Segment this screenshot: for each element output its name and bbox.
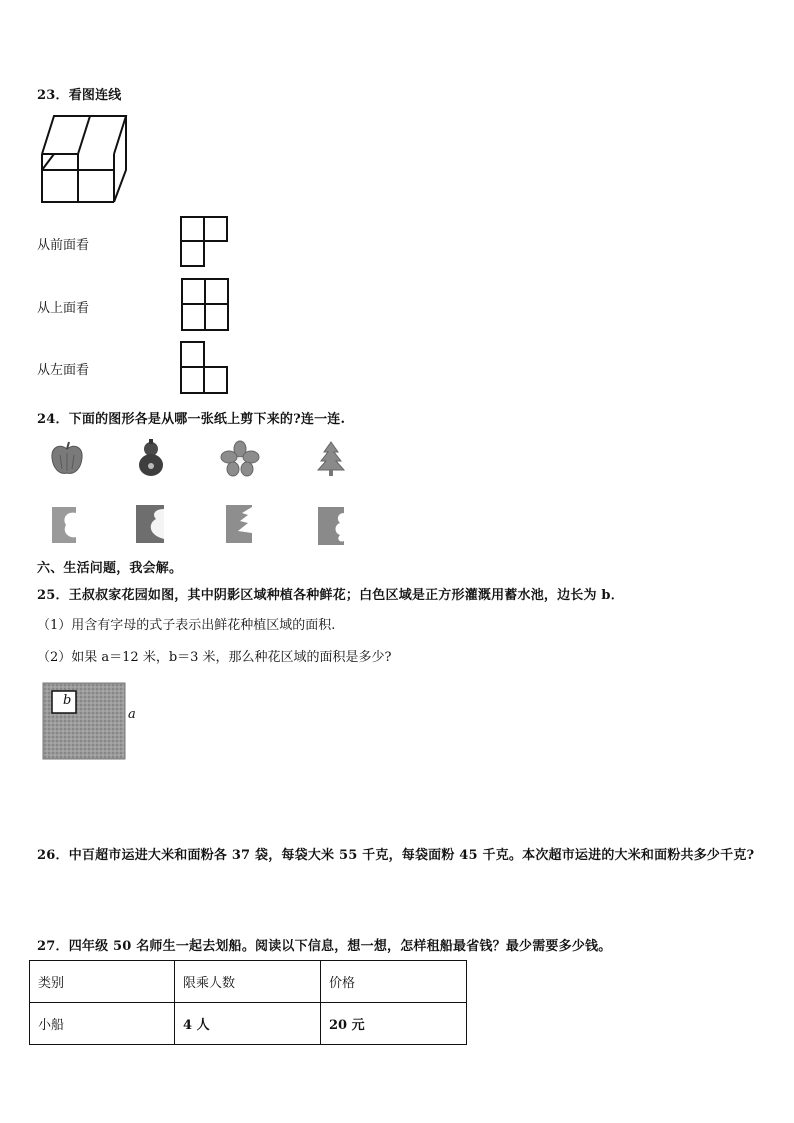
cut-paper-gourd-icon	[134, 503, 168, 545]
q25-sub2: （2）如果 a＝12 米，b＝3 米，那么种花区域的面积是多少?	[37, 650, 392, 665]
boat-table	[29, 960, 467, 1045]
section6-title: 六、生活问题，我会解。	[37, 561, 183, 576]
view-shape-top	[181, 278, 231, 332]
q25-sub1: （1）用含有字母的式子表示出鲜花种植区域的面积.	[37, 618, 336, 633]
flower-shape-icon	[220, 440, 260, 478]
q23-title: 23．看图连线	[37, 88, 122, 103]
view-label-front: 从前面看	[37, 238, 90, 253]
q27-title: 27．四年级 50 名师生一起去划船。阅读以下信息，想一想，怎样租船最省钱？最少需要多少钱。	[37, 939, 612, 954]
table-header-row	[30, 961, 467, 1003]
apple-shape-icon	[50, 441, 84, 477]
gourd-shape-icon	[136, 438, 166, 478]
table-header-cell: 价格	[321, 961, 467, 1003]
table-cell: 小船	[30, 1003, 175, 1045]
table-row	[30, 1003, 467, 1045]
q26-title: 26．中百超市运进大米和面粉各 37 袋，每袋大米 55 千克，每袋面粉 45 千克。本次超市运进的大米和面粉共多少千克?	[37, 848, 755, 863]
garden-label-a: a	[128, 707, 136, 722]
garden-label-b: b	[63, 693, 72, 708]
cut-paper-tree-icon	[224, 503, 256, 545]
table-cell: 20 元	[321, 1003, 467, 1045]
cut-paper-apple-icon	[50, 505, 82, 545]
q24-title: 24．下面的图形各是从哪一张纸上剪下来的?连一连.	[37, 412, 346, 427]
table-header-cell: 类别	[30, 961, 175, 1003]
view-label-top: 从上面看	[37, 301, 90, 316]
view-shape-front	[180, 216, 230, 268]
tree-shape-icon	[316, 440, 346, 478]
cut-paper-flower-icon	[316, 505, 350, 547]
view-shape-left	[180, 341, 230, 395]
cube-stack-figure	[38, 110, 134, 206]
table-cell: 4 人	[175, 1003, 321, 1045]
table-header-cell: 限乘人数	[175, 961, 321, 1003]
q25-title: 25．王叔叔家花园如图，其中阴影区域种植各种鲜花；白色区域是正方形灌溉用蓄水池，边长为 b．	[37, 588, 624, 603]
view-label-left: 从左面看	[37, 363, 90, 378]
